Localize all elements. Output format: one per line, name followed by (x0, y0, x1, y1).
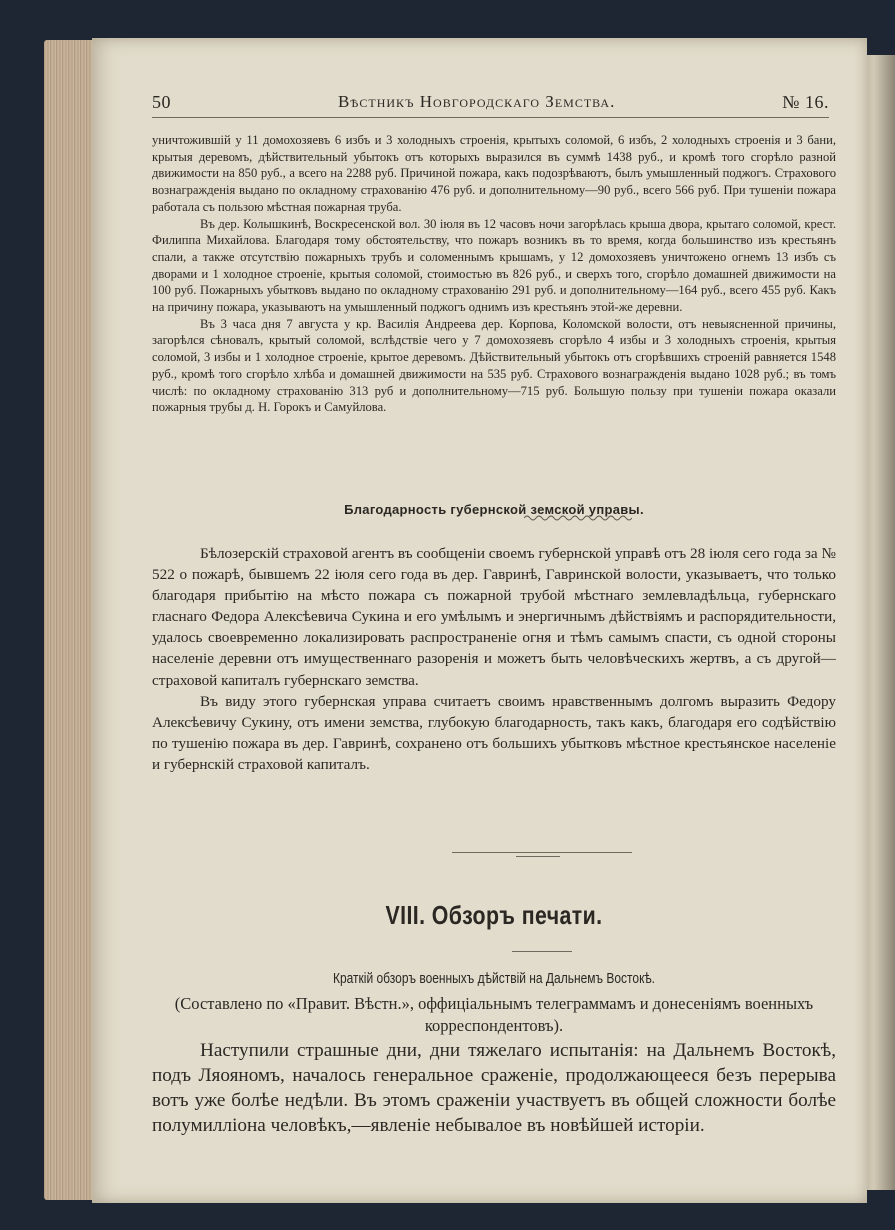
fire-report-paragraph: Въ дер. Колышкинѣ, Воскресенской вол. 30 іюля въ 12 часовъ ночи загорѣлась крыша двора, крытаго соломой, крест. Филиппа Михайлова. Благодаря тому обстоятельству, что пожаръ возникъ въ то время, когда большинство изъ крестьянъ спали, а также отсутствію пожарныхъ трубъ и соломеннымъ крышамъ, у 12 домохозяевъ уничтожено огнемъ 13 избъ съ дворами и 1 холодное строеніе, крытыя соломой, стоимостью въ 826 руб., и сверхъ того, сгорѣло домашней движимости на 100 руб. Пожарныхъ убытковъ выдано по окладному страхованію 291 руб. и дополнительному—164 руб., всего 455 руб. Какъ на причину пожара, указываютъ на умышленный поджогъ однимъ изъ крестьянъ этой-же деревни. (152, 216, 836, 315)
section-subtitle: Краткій обзоръ военныхъ дѣйствій на Дальнемъ Востокѣ. (332, 970, 656, 987)
gratitude-body (152, 543, 836, 775)
page-number: 50 (152, 91, 171, 112)
gratitude-paragraph: Бѣлозерскій страховой агентъ въ сообщеніи своемъ губернской управѣ отъ 28 іюля сего года за № 522 о пожарѣ, бывшемъ 22 іюля сего года въ дер. Гавринѣ, Гавринской волости, указываетъ, что только благодаря прибытію на мѣсто пожара съ пожарной трубой мѣстнаго землевладѣльца, губернскаго гласнаго Федора Алексѣевича Сукина и его умѣлымъ и энергичнымъ дѣйствіямъ и распорядительности, удалось своевременно локализировать распространеніе огня и тѣмъ самымъ спасти, съ одной стороны населеніе деревни отъ имущественнаго разоренія и можетъ быть человѣческихъ жертвъ, а съ другой—страховой капиталъ губернскаго земства. (152, 545, 836, 689)
press-review-paragraph: Наступили страшные дни, дни тяжелаго испытанія: на Дальнемъ Востокѣ, подъ Ляояномъ, началось генеральное сраженіе, продолжающееся безъ перерыва вотъ уже болѣе недѣли. Въ этомъ сраженіи участвуетъ въ общей сложности болѣе полумилліона человѣкъ,—явленіе небывалое въ новѣйшей исторіи. (152, 1040, 836, 1136)
fire-report-paragraph: уничтожившій у 11 домохозяевъ 6 избъ и 3 холодныхъ строенія, крытыхъ соломой, 6 избъ, 2 холодныхъ строенія и 3 бани, крытыя деревомъ, дѣйствительный убытокъ отъ которыхъ выразился въ суммѣ 1438 руб., и кромѣ того сгорѣло разной движимости на 850 руб., а всего на 2288 руб. Причиной пожара, какъ подозрѣваютъ, былъ умышленный поджогъ. Страхового вознагражденія выдано по окладному страхованію 476 руб. и дополнительному—90 руб., всего 566 руб. При тушеніи пожара работала съ пользою мѣстная пожарная труба. (152, 133, 836, 214)
fire-report-paragraph: Въ 3 часа дня 7 августа у кр. Василія Андреева дер. Корпова, Коломской волости, отъ невыясненной причины, загорѣлся сѣновалъ, крытый соломой, вслѣдствіе чего у 7 домохозяевъ сгорѣло 4 избы и 3 холодныхъ строенія, крытыя соломой, 3 избы и 1 холодное строеніе, крытое деревомъ. Дѣйствительный убытокъ отъ сгорѣвшихъ строеній равняется 1548 руб., кромѣ того сгорѣло хлѣба и домашней движимости на 535 руб. Страхового вознагражденія выдано 1028 руб.; въ томъ числѣ: по окладному страхованію 313 руб и дополнительному—715 руб. Большую пользу при тушеніи пожара оказали пожарныя трубы д. Н. Горокъ и Самуйлова. (152, 316, 836, 415)
section-divider-short (516, 856, 560, 857)
section-divider (452, 852, 632, 853)
book-page (92, 38, 867, 1203)
fire-reports (152, 132, 836, 416)
page-stack-edge (44, 40, 96, 1200)
running-header (152, 90, 829, 114)
title-underline (512, 951, 572, 952)
journal-title: Вѣстникъ Новгородскаго Земства. (337, 92, 616, 111)
section-title: VIII. Обзоръ печати. (385, 900, 603, 930)
gratitude-paragraph: Въ виду этого губернская управа считаетъ своимъ нравственнымъ долгомъ выразить Федору Алексѣевичу Сукину, отъ имени земства, глубокую благодарность, такъ какъ, благодаря его содѣйствію по тушенію пожара въ дер. Гавринѣ, сохранено отъ большихъ убытковъ мѣстное крестьянское населеніе и губернскій страховой капиталъ. (152, 692, 836, 773)
press-review-body (152, 1038, 836, 1138)
gratitude-heading: Благодарность губернской земской управы. (344, 502, 644, 517)
issue-number: № 16. (782, 91, 829, 112)
header-rule (152, 117, 829, 118)
source-note: (Составлено по «Правит. Вѣстн.», оффиціальнымъ телеграммамъ и донесеніямъ военныхъ корреспондентовъ). (174, 994, 814, 1035)
